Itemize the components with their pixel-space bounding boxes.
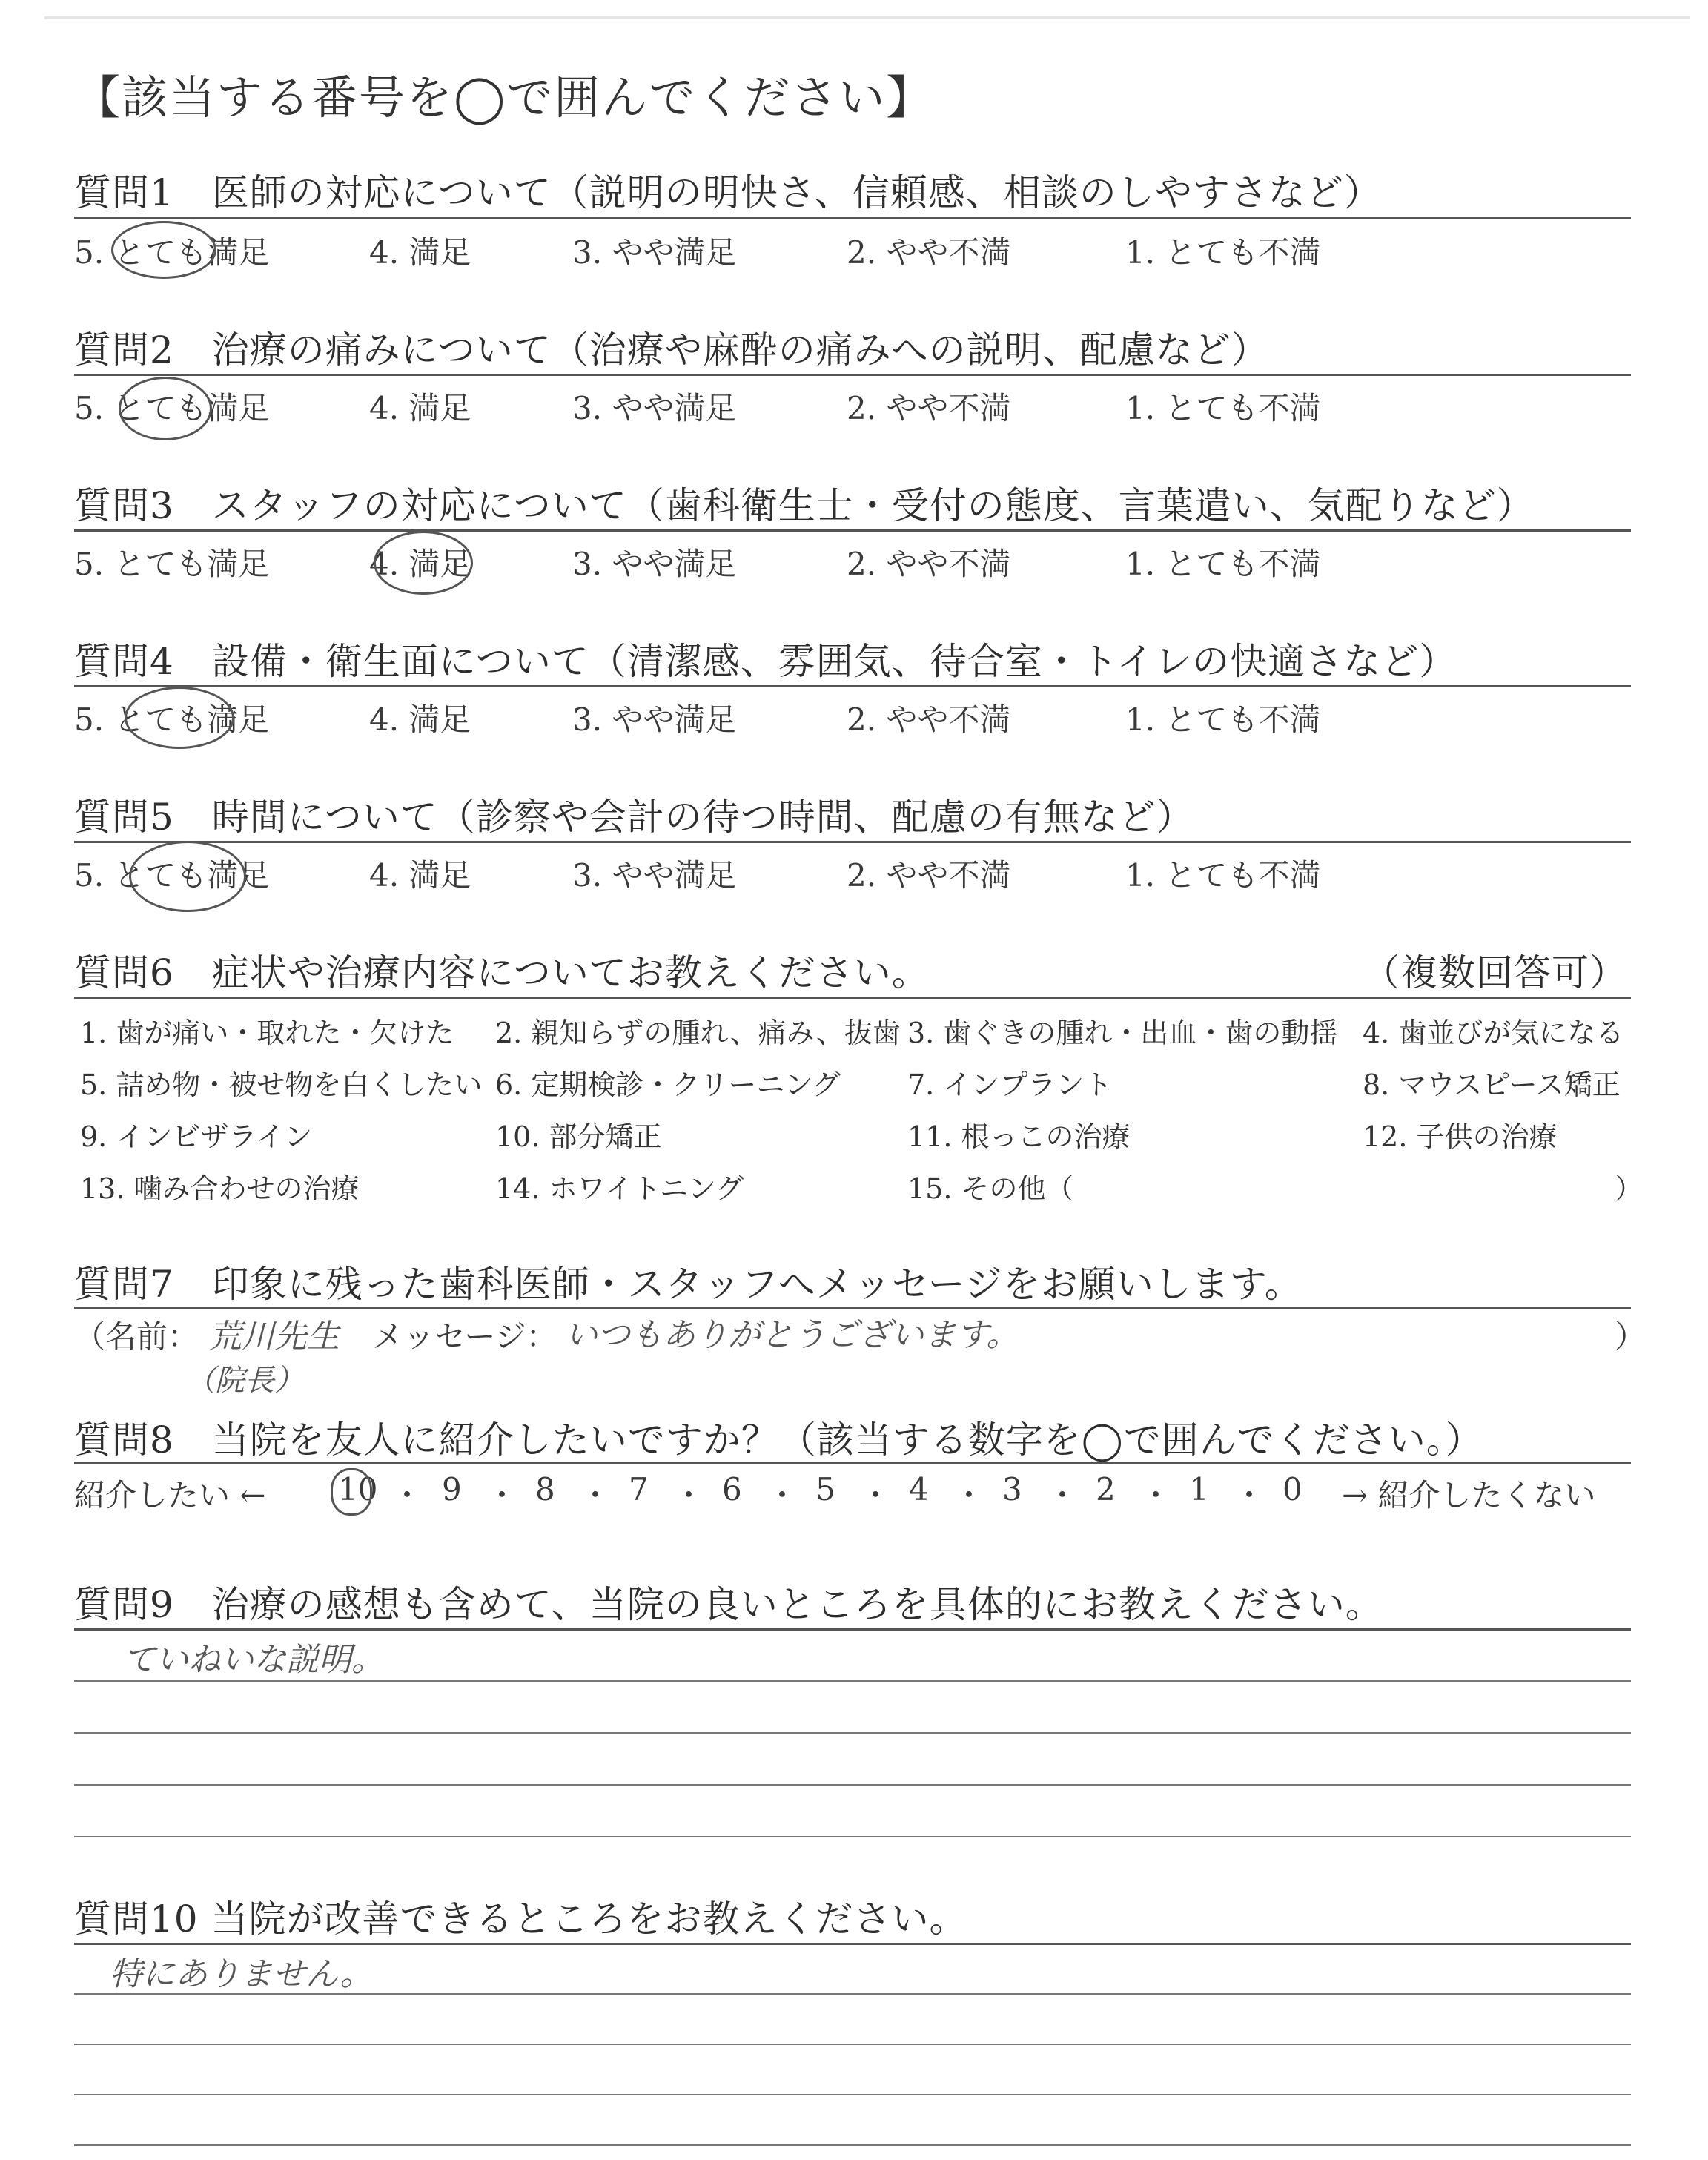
q1-option-1[interactable]: 1. とても不満	[1125, 234, 1321, 271]
q5-selection-circle	[129, 841, 246, 912]
q8-scale-7[interactable]: 7	[629, 1471, 649, 1507]
q4-rule	[74, 685, 1631, 687]
q6-option[interactable]: 5. 詰め物・被せ物を白くしたい	[80, 1069, 483, 1101]
q2-option-1[interactable]: 1. とても不満	[1125, 390, 1321, 426]
q5-option-1[interactable]: 1. とても不満	[1125, 857, 1321, 894]
q6-note: （複数回答可）	[1363, 951, 1627, 994]
q1-selection-circle	[111, 221, 216, 279]
q8-scale-6[interactable]: 6	[722, 1471, 742, 1507]
q6-option[interactable]: 6. 定期検診・クリーニング	[495, 1069, 841, 1101]
q8-rule	[74, 1462, 1631, 1464]
q8-sep: ・	[1047, 1477, 1079, 1513]
q5-option-4[interactable]: 4. 満足	[369, 857, 471, 894]
q4-option-3[interactable]: 3. やや満足	[572, 701, 737, 738]
q6-option[interactable]: 7. インプラント	[907, 1069, 1113, 1101]
q6-option[interactable]: 8. マウスピース矯正	[1363, 1069, 1621, 1101]
q6-title: 質問6 症状や治療内容についてお教えください。	[74, 951, 930, 994]
q7-close-paren: ）	[1615, 1318, 1646, 1355]
q8-sep: ・	[391, 1477, 423, 1513]
q9-answer-line	[74, 1836, 1631, 1837]
q8-left-label: 紹介したい ←	[74, 1477, 266, 1513]
q9-title: 質問9 治療の感想も含めて、当院の良いところを具体的にお教えください。	[74, 1583, 1383, 1626]
q2-title: 質問2 治療の痛みについて（治療や麻酔の痛みへの説明、配慮など）	[74, 328, 1269, 371]
q6-option[interactable]: 3. 歯ぐきの腫れ・出血・歯の動揺	[907, 1017, 1338, 1049]
q4-option-2[interactable]: 2. やや不満	[847, 701, 1011, 738]
q5-title: 質問5 時間について（診察や会計の待つ時間、配慮の有無など）	[74, 796, 1194, 839]
q8-sep: ・	[580, 1477, 612, 1513]
q1-option-2[interactable]: 2. やや不満	[847, 234, 1011, 271]
q6-rule	[74, 997, 1631, 999]
q6-option[interactable]: 12. 子供の治療	[1363, 1120, 1558, 1153]
q3-option-3[interactable]: 3. やや満足	[572, 546, 737, 582]
q4-title: 質問4 設備・衛生面について（清潔感、雰囲気、待合室・トイレの快適さなど）	[74, 640, 1457, 683]
q8-sep: ・	[860, 1477, 892, 1513]
q9-answer-line	[74, 1784, 1631, 1786]
q8-right-label: → 紹介したくない	[1342, 1477, 1596, 1513]
q10-answer[interactable]: 特にありません。	[110, 1955, 373, 1993]
q9-answer[interactable]: ていねいな説明。	[123, 1641, 384, 1679]
q10-answer-line	[74, 2094, 1631, 2095]
q8-scale-5[interactable]: 5	[815, 1471, 835, 1507]
q1-option-5[interactable]: 5. とても満足	[74, 234, 270, 271]
q5-option-2[interactable]: 2. やや不満	[847, 857, 1011, 894]
q3-option-5[interactable]: 5. とても満足	[74, 546, 270, 582]
q6-option-other[interactable]: 15. その他（	[907, 1172, 1074, 1205]
q9-rule	[74, 1628, 1631, 1631]
q8-sep: ・	[1234, 1477, 1265, 1513]
q2-option-5[interactable]: 5. とても満足	[74, 390, 270, 426]
q2-option-4[interactable]: 4. 満足	[369, 390, 471, 426]
q10-title: 質問10 当院が改善できるところをお教えください。	[74, 1898, 967, 1941]
q5-rule	[74, 841, 1631, 843]
q10-rule	[74, 1943, 1631, 1945]
q2-option-2[interactable]: 2. やや不満	[847, 390, 1011, 426]
q8-title: 質問8 当院を友人に紹介したいですか？（該当する数字を◯で囲んでください。）	[74, 1418, 1483, 1462]
q1-title: 質問1 医師の対応について（説明の明快さ、信頼感、相談のしやすさなど）	[74, 171, 1382, 214]
q8-scale-8[interactable]: 8	[535, 1471, 555, 1507]
q3-option-4[interactable]: 4. 満足	[369, 546, 471, 582]
q6-option[interactable]: 2. 親知らずの腫れ、痛み、抜歯	[495, 1017, 901, 1049]
q4-selection-circle	[125, 687, 234, 749]
page-top-edge	[44, 16, 1690, 19]
q4-option-1[interactable]: 1. とても不満	[1125, 701, 1321, 738]
q6-other-close-paren: ）	[1615, 1172, 1644, 1205]
q8-sep: ・	[486, 1477, 518, 1513]
q9-answer-line	[74, 1680, 1631, 1682]
q6-option[interactable]: 1. 歯が痛い・取れた・欠けた	[80, 1017, 454, 1049]
q8-scale-10[interactable]: 10	[338, 1471, 378, 1507]
q7-name-label: （名前：	[74, 1318, 199, 1355]
q2-selection-circle	[119, 377, 212, 440]
q3-option-2[interactable]: 2. やや不満	[847, 546, 1011, 582]
q8-sep: ・	[767, 1477, 798, 1513]
q6-option[interactable]: 10. 部分矯正	[495, 1120, 662, 1153]
q5-option-5[interactable]: 5. とても満足	[74, 857, 270, 894]
q8-scale-3[interactable]: 3	[1002, 1471, 1022, 1507]
q6-option[interactable]: 11. 根っこの治療	[907, 1120, 1131, 1153]
q7-name-sub: （院長）	[185, 1364, 304, 1398]
q4-option-4[interactable]: 4. 満足	[369, 701, 471, 738]
q3-rule	[74, 529, 1631, 532]
q3-selection-circle	[374, 531, 473, 595]
q1-rule	[74, 217, 1631, 219]
q3-option-1[interactable]: 1. とても不満	[1125, 546, 1321, 582]
q1-option-3[interactable]: 3. やや満足	[572, 234, 737, 271]
q8-selection-circle	[331, 1468, 372, 1516]
q8-sep: ・	[673, 1477, 705, 1513]
q9-answer-line	[74, 1732, 1631, 1734]
q1-option-4[interactable]: 4. 満足	[369, 234, 471, 271]
q7-name-answer[interactable]: 荒川先生	[209, 1318, 340, 1355]
q3-title: 質問3 スタッフの対応について（歯科衛生士・受付の態度、言葉遣い、気配りなど）	[74, 484, 1535, 527]
q6-option[interactable]: 13. 噛み合わせの治療	[80, 1172, 360, 1205]
q4-option-5[interactable]: 5. とても満足	[74, 701, 270, 738]
q10-answer-line	[74, 2044, 1631, 2045]
q8-scale-9[interactable]: 9	[442, 1471, 462, 1507]
q7-message-label: メッセージ：	[372, 1318, 557, 1355]
q7-title: 質問7 印象に残った歯科医師・スタッフへメッセージをお願いします。	[74, 1263, 1302, 1306]
q8-sep: ・	[1140, 1477, 1172, 1513]
q5-option-3[interactable]: 3. やや満足	[572, 857, 737, 894]
q6-option[interactable]: 9. インビザライン	[80, 1120, 313, 1153]
q10-answer-line	[74, 1993, 1631, 1995]
q6-option[interactable]: 14. ホワイトニング	[495, 1172, 744, 1205]
q2-option-3[interactable]: 3. やや満足	[572, 390, 737, 426]
q8-scale-2[interactable]: 2	[1096, 1471, 1116, 1507]
form-title: 【該当する番号を◯で囲んでください】	[74, 70, 934, 125]
q8-sep: ・	[953, 1477, 985, 1513]
q2-rule	[74, 374, 1631, 376]
q8-scale-4[interactable]: 4	[909, 1471, 929, 1507]
q8-scale-0[interactable]: 0	[1282, 1471, 1302, 1507]
q6-option[interactable]: 4. 歯並びが気になる	[1363, 1017, 1624, 1049]
q7-message-answer[interactable]: いつもありがとうございます。	[565, 1316, 1019, 1354]
q8-scale-1[interactable]: 1	[1189, 1471, 1209, 1507]
q10-answer-line	[74, 2144, 1631, 2146]
